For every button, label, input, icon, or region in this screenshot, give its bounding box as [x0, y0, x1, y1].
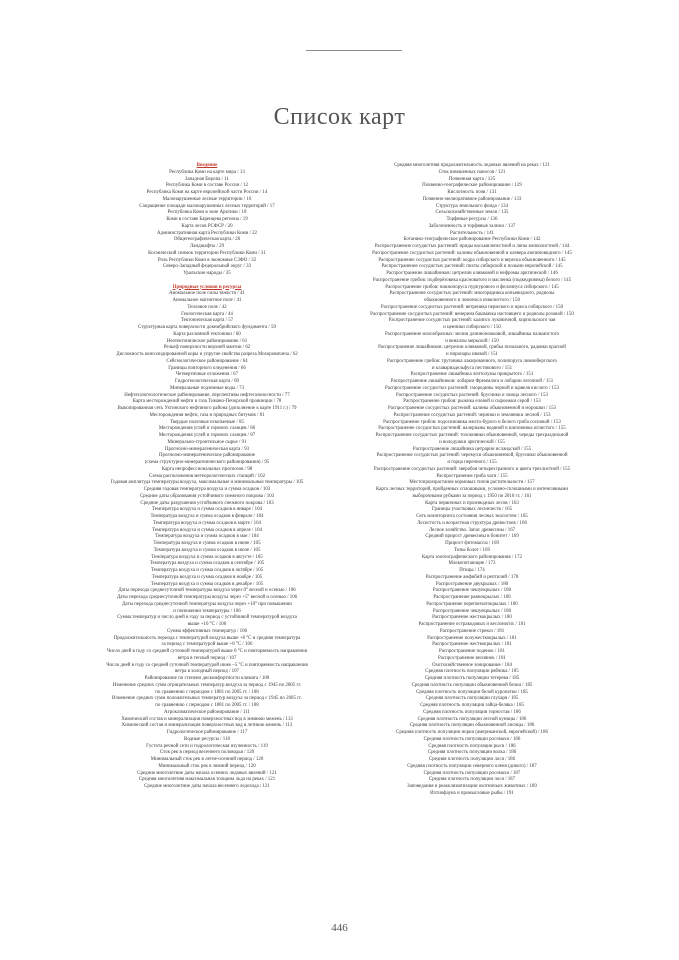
toc-entry: и клавариадельфуса пестикового / 151 [431, 365, 513, 371]
toc-entry: Средняя плотность популяции росомахи / 186 [423, 736, 521, 742]
toc-entry: Месторождения нефти, газа и природных битумов / 81 [149, 412, 265, 418]
toc-entry: Химический состав и минерализация поверхностных вод в зимнюю межень / 113 [121, 716, 293, 722]
toc-entry: Местопроизрастание кормовых типов растительности / 157 [409, 480, 535, 486]
toc-entry: Лесное хозяйство. Запас древесины / 167 [428, 527, 516, 533]
toc-entry: Аномальное поле силы тяжести / 41 [169, 291, 245, 297]
toc-entry: и понижении температуры / 106 [173, 608, 241, 614]
toc-entry: Распространение сосудистых растений: брусники и хвоща лесного / 153 [396, 392, 548, 398]
toc-entry: Распространение сосудистых растений: черемухи обыкновенной, брусники обыкновенной [376, 453, 568, 459]
toc-entry: Тектоническая карта / 57 [180, 318, 234, 324]
toc-entry: Число дней в году со средней суточной температурой выше 0 °С и повторяемость направления [107, 649, 307, 654]
toc-entry: Минерально-строительное сырье / 91 [167, 439, 247, 445]
toc-entry: Административная карта Республики Коми / 22 [156, 230, 258, 236]
toc-entry: Рельеф поверхности верхней мантии / 62 [163, 345, 251, 351]
toc-entry: Средние многолетние даты начала осенних ледовых явлений / 121 [137, 770, 277, 776]
toc-entry: Геологическая карта / 44 [181, 311, 233, 317]
toc-entry: Распространение сосудистых растений: пихты сибирской и полыни европейской / 145 [381, 264, 563, 270]
toc-entry: Даты перехода среднесуточной температуры воздуха через +10° при повышении [122, 601, 292, 607]
toc-entry: Уральские народы / 35 [183, 271, 231, 276]
toc-entry: Северо-Западный федеральный округ / 33 [162, 264, 252, 270]
toc-entry: Распространение сосудистых растений: ветреника пермского и ириса сибирского / 150 [380, 304, 564, 310]
toc-entry: Структура земельного фонда / 134 [435, 203, 509, 209]
toc-entry: Распространение веснянок / 181 [438, 655, 506, 661]
toc-entry: Минеральные подземные воды / 73 [169, 385, 245, 391]
toc-entry: по сравнению с периодом с 1881 по 2005 гг. / 108 [155, 689, 259, 695]
toc-entry: Распространение жесткокрылых / 181 [432, 642, 512, 648]
toc-entry: за период с температурой выше +8 °С / 106 [161, 642, 253, 648]
toc-entry: Температура воздуха и сумма осадков в июле / 105 [153, 547, 261, 553]
toc-entry: Распространение сосудистых растений: зверобоя четырехгранного и цвета трехлистной / 155 [373, 466, 571, 472]
toc-entry: Сток рек в период весеннего половодья / 120 [159, 750, 255, 756]
toc-entry: Продолжительность периода с температурой воздуха выше +8 °С и средняя температура [113, 635, 301, 641]
toc-entry: Средняя плотность популяции северного оленя (дикого) / 187 [407, 763, 537, 769]
toc-entry: Охотхозяйственное зонирование / 184 [432, 662, 512, 668]
toc-entry: Космический снимок территории Республики Коми / 31 [148, 250, 266, 256]
toc-entry: Температура воздуха и сумма осадков в феврале / 104 [150, 514, 264, 519]
toc-entry: (схема структурно-минерагенического районирования) / 95 [144, 460, 270, 465]
toc-entry: Дислокность консолидированной коры и упругие свойства разреза Мохоровичича / 62 [116, 352, 298, 357]
toc-entry: Распространение остракодовых и веслоногих / 181 [418, 622, 526, 627]
toc-entry: Распространение перепончатокрылых / 180 [426, 601, 518, 607]
toc-entry: Распространение сосудистых растений: черники и земляники лесной / 153 [393, 412, 551, 418]
toc-entry: Средняя годовая температура воздуха и сумма осадков / 103 [143, 487, 271, 492]
toc-entry: Температура воздуха и сумма осадков в декабре / 105 [150, 581, 264, 587]
toc-entry: Средняя плотность популяции волка / 186 [427, 750, 517, 756]
toc-entry: Распространение сосудистых растений: венерина башмачка настоящего и родиолы розовой / 150 [370, 311, 574, 317]
toc-entry: Почвенно-географическое районирование / 129 [422, 183, 522, 189]
toc-entry: и володушки арктической / 155 [439, 439, 505, 445]
toc-entry: Сокращение площади малонарушенных лесных территорий / 17 [139, 203, 275, 209]
toc-entry: Распространение полужесткокрылых / 181 [427, 635, 517, 641]
toc-entry: Температура воздуха и сумма осадков в апреле / 104 [151, 527, 263, 533]
toc-entry: Минимальный сток рек в летне-осенний период / 120 [150, 757, 264, 762]
toc-entry: Средняя плотность популяции лося / 187 [428, 777, 516, 783]
toc-entry: выше +10 °С / 106 [187, 622, 227, 627]
toc-entry: Температура воздуха и сумма осадков в августе / 105 [151, 554, 263, 560]
toc-entry: Средняя многолетняя максимальная толщина льда на реках / 121 [138, 777, 276, 783]
toc-entry: Число дней в году со средней суточной температурой ниже –5 °С и повторяемость направления [106, 662, 308, 668]
toc-entry: Химический состав и минерализация поверхностных вод в летнюю межень / 113 [121, 723, 293, 729]
toc-entry: Типы болот / 169 [454, 547, 490, 553]
toc-entry: Распространение сосудистых растений: толокнянки обыкновенной, череды трехраздельной [375, 433, 569, 438]
toc-entry: Распространение гриба чаги / 155 [436, 473, 508, 479]
toc-entry: Средняя плотность популяции лося / 186 [428, 757, 516, 762]
toc-entry: Сток взвешенных наносов / 121 [438, 169, 506, 175]
toc-entry: Кислотность почв / 131 [447, 190, 497, 195]
toc-entry: Распространение сосудистых растений: калипсо луковичной, кирпольского чая [388, 318, 556, 324]
decorative-top-rule [306, 50, 402, 51]
toc-entry: по сравнению с периодом с 1881 по 2005 гг. / 108 [155, 703, 259, 708]
toc-entry: Распространение сосудистых растений: ириды восьмилепестной и липы мелколистной / 144 [374, 244, 570, 249]
toc-entry: Карта месторождений нефти и газа Тимано-Печорской провинции / 78 [132, 399, 282, 405]
toc-entry: Распространение чешуекрылых / 180 [432, 608, 512, 614]
toc-entry: Заболоченность и торфяные залежи / 137 [428, 223, 516, 229]
toc-entry: и горца перечного / 155 [447, 460, 497, 465]
toc-entry: Республика Коми в составе России / 12 [165, 183, 249, 189]
toc-entry: Республика Коми в зоне Арктики / 18 [167, 210, 247, 216]
toc-entry: Распространение грибов: подберёзовика красноватого и масленка (подкедровика) белого / 145 [372, 277, 572, 283]
toc-entry: Почвенная карта / 125 [448, 176, 496, 182]
toc-entry: Водные ресурсы / 118 [184, 736, 230, 742]
toc-entry: Температура воздуха и сумма осадков в июне / 105 [153, 541, 261, 546]
toc-entry: Тепловое поле / 42 [187, 304, 227, 310]
toc-entry: Ихтиофауна и промысловые рыбы / 191 [430, 790, 514, 796]
toc-entry: Малонарушенные лесные территории / 16 [162, 196, 252, 202]
toc-entry: Карта зоогеографического районирования / 172 [422, 554, 522, 560]
toc-entry: Агроклиматическое районирование / 111 [164, 709, 250, 715]
toc-entry: Средняя плотность популяции тетерева / 185 [424, 676, 520, 681]
toc-entry: ветра в теплый период / 107 [177, 655, 237, 661]
toc-entry: Годовая амплитуда температуры воздуха, максимальные и минимальные температуры / 105 [110, 480, 304, 486]
toc-entry: Млекопитающие / 173 [448, 561, 496, 567]
toc-entry: Распространение лишайника цетрарии исландской / 155 [412, 446, 532, 452]
toc-entry: обыкновенного и ломоноса извилистого / 150 [424, 298, 520, 303]
toc-entry: Распространение грибов: трутовика лакированного, полипоруса лимонбергского [386, 358, 558, 364]
section-heading: Природные условия и ресурсы [172, 284, 242, 290]
toc-entry: Структурная карта поверхности докембрийского фундамента / 59 [138, 325, 276, 330]
toc-entry: Сельскохозяйственные земли / 135 [435, 210, 509, 216]
toc-entry: Месторождения углей и горючих сланцев / 87 [158, 433, 256, 438]
toc-entry: Средняя плотность популяции зайца-беляка / 185 [420, 703, 524, 708]
toc-entry: Карта непрофессиональных прогнозов / 98 [161, 466, 253, 472]
toc-entry: Карта лесов РСФСР / 20 [181, 223, 233, 229]
toc-entry: Распространение стрекоз / 181 [439, 628, 505, 634]
toc-entry: Средняя плотность популяции глухаря / 185 [425, 696, 519, 702]
toc-entry: Даты перехода среднесуточной температуры воздуха через +5° весной и осенью / 106 [116, 595, 298, 600]
toc-entry: ветра в холодный период / 107 [174, 669, 240, 675]
toc-entry: Средняя плотность популяции лесной куницы / 186 [417, 716, 527, 722]
toc-entry: Средние даты образования устойчивого снежного покрова / 103 [139, 493, 275, 499]
toc-entry: Районирование по степени дискомфортности климата / 108 [144, 676, 270, 681]
toc-entry: и ценники сибирского / 150 [443, 325, 501, 330]
toc-entry: Средние даты разрушения устойчивого снежного покрова / 103 [140, 500, 274, 506]
toc-entry: Распространение поденок / 181 [439, 649, 505, 654]
toc-entry: Распространение мохообразных: мелии длинноножковой, лишайника пальмистого [384, 331, 560, 337]
toc-entry: Средняя плотность популяции рябчика / 185 [425, 669, 519, 675]
toc-entry: Температура воздуха и сумма осадков в январе / 104 [151, 507, 263, 513]
page-title: Список карт [273, 104, 406, 130]
toc-entry: Коми в составе Баренцева региона / 19 [166, 217, 248, 222]
toc-entry: Распространение грибов: пикнопоруса пурпурового и феллинуса сибирского / 145 [385, 284, 559, 290]
toc-entry: Распространение сосудистых растений: калины обыкновенной и морошки / 153 [387, 406, 557, 411]
toc-entry: Сумма температур и число дней в году за период с устойчивой температурой воздуха [117, 615, 297, 621]
toc-entry: Распространение чешуекрылых / 180 [432, 588, 512, 594]
toc-entry: Птицы / 174 [459, 568, 485, 573]
toc-entry: Прирост фитомассы / 169 [445, 541, 499, 546]
toc-entry: Гидрологическое районирование / 117 [166, 730, 248, 735]
toc-entry: Распространение грибов: рыжика еловой и сыроежки серой / 153 [403, 399, 541, 405]
toc-entry: Схема расположения метеорологических станций / 102 [148, 473, 266, 479]
toc-entry: Почвенно-мелиоративное районирование / 133 [422, 196, 522, 202]
toc-entry: Температура воздуха и сумма осадков в ноябре / 105 [151, 574, 263, 580]
toc-entry: Распространение грибов: подосиновика желто-бурого и белого гриба сосновой / 153 [383, 419, 561, 425]
toc-entry: и веналлы меркской / 150 [445, 338, 499, 344]
toc-entry: Ландшафты / 29 [189, 244, 225, 249]
toc-entry: Аномальное магнитное поле / 41 [172, 298, 242, 303]
toc-entry: Выкопированная сеть Ухтинского нефтяного района (дополнение к карте 1911 г.) / 79 [117, 406, 297, 411]
toc-entry: Распространение лишайника лептолумы прикрытого / 151 [410, 372, 534, 378]
toc-entry: Густота речной сети и гидрологическая изученность / 119 [146, 743, 268, 749]
toc-entry: Средняя плотность популяции норки (американской, европейской) / 186 [396, 730, 548, 735]
toc-entry: Карта разломной тектоники / 60 [173, 331, 241, 337]
toc-entry: Распространение лишайников: цетрелии оливковой, грибка пизального, радовки красной [378, 345, 566, 351]
toc-entry: Распространение сосудистых растений: кедра сибирского и вереска обыкновенного / 145 [378, 257, 566, 263]
toc-entry: Роль Республики Коми в экономике СЗФО / 32 [157, 257, 257, 263]
toc-entry: Температура воздуха и сумма осадков в сентябре / 105 [149, 561, 265, 567]
toc-entry: Республика Коми на карте мира / 13 [169, 169, 245, 175]
toc-entry: Карта лесных территорий, пройденных сплошными, условно-сплошными и интенсивными [375, 487, 569, 492]
toc-entry: Общегеографическая карта / 26 [173, 237, 241, 243]
toc-column-right [344, 163, 600, 798]
toc-entry: Средняя многолетняя продолжительность ледовых явлений на реках / 121 [394, 163, 550, 168]
toc-entry: Средний прирост древесины в бонитет / 169 [425, 534, 519, 540]
toc-entry: Прогнозно-минерагеническая карта / 93 [164, 446, 250, 452]
toc-entry: Средняя плотность популяции обыкновенной белки / 185 [411, 682, 533, 688]
toc-entry: Лесистость и возрастная структура древостоев / 166 [417, 520, 527, 526]
toc-entry: Температура воздуха и сумма осадков в мае / 104 [155, 534, 259, 540]
toc-entry: Твердые полезные ископаемые / 85 [170, 419, 244, 425]
toc-entry: Распространение сосудистых растений: многорядника копьевидного, родиолы [389, 291, 555, 297]
toc-entry: Даты перехода среднесуточной температуры воздуха через 0° весной и осенью / 106 [118, 588, 296, 594]
toc-column-left [82, 163, 332, 791]
toc-entry: Распространение равнокрылых / 180 [433, 595, 511, 600]
toc-entry: Заповедания и реакклиматизации охотничьих животных / 189 [407, 784, 537, 789]
toc-entry: Границы участковых лесничеств / 165 [431, 507, 513, 513]
section-heading: Введение [196, 163, 218, 168]
toc-entry: Средняя плотность популяции обыкновенной лисицы / 186 [409, 723, 535, 729]
toc-entry: Гидрогеологическая карта / 69 [174, 379, 240, 384]
toc-entry: Ботанико-географическое районирование Республики Коми / 142 [403, 237, 541, 243]
toc-entry: Распространение лишайников: лобарии Фреммлата и лобарии легочной / 151 [390, 379, 554, 384]
toc-entry: Границы повторного оледенения / 66 [168, 365, 246, 371]
toc-entry: Распространение двукрылых / 180 [435, 581, 509, 587]
toc-entry: Распространение амфибий и рептилий / 178 [425, 574, 519, 580]
toc-entry: Карта первичных и производных лесов / 163 [425, 500, 519, 506]
toc-entry: Нефтегазогеологическое районирование, перспективы нефтегазоносности / 77 [124, 392, 290, 398]
toc-entry: Западная Европа / 11 [185, 176, 229, 182]
toc-entry: Распространение сосудистых растений: смородины черной и щавеля кислого / 153 [385, 385, 559, 391]
toc-entry: Четвертичные отложения / 67 [175, 372, 239, 378]
toc-entry: Распространение лишайников: цетрелии оливковой и нефромы арктической / 146 [386, 271, 558, 276]
toc-entry: Распространение сосудистых растений: валерианы водяной и шиповника иглистого / 155 [378, 426, 566, 432]
toc-entry: Средняя плотность популяции белой куропатки / 185 [416, 689, 528, 695]
toc-entry: Температура воздуха и сумма осадков в октябре / 105 [150, 568, 264, 573]
toc-entry: Растительность / 141 [449, 230, 495, 236]
page-number: 446 [331, 922, 348, 934]
section-spacer [82, 278, 332, 285]
toc-entry: Торфяные ресурсы / 136 [446, 217, 498, 222]
toc-entry: Изменение средних сумм отрицательных температур воздуха за период с 1945 по 2005 гг. [112, 682, 302, 688]
toc-entry: Изменение средних сумм положительных температур воздуха за период с 1945 по 2005 гг. [112, 696, 302, 702]
toc-entry: Средняя плотность популяции горностая / 186 [423, 709, 521, 715]
toc-entry: Сеть мониторинга состояния лесных экосистем / 165 [416, 514, 528, 519]
toc-entry: Неотектоническое районирование / 61 [166, 338, 248, 344]
toc-entry: Сумма эффективных температур / 106 [166, 628, 248, 634]
toc-entry: Сейсмологическое районирование / 64 [166, 358, 248, 364]
toc-entry: Распространение жесткокрылых / 180 [432, 615, 512, 621]
toc-entry: Республика Коми на карте европейской части России / 14 [146, 190, 268, 195]
toc-entry: Месторождения углей и горючих сланцев / 86 [158, 426, 256, 432]
toc-entry: Распространение сосудистых растений: калины обыкновенной и клевера люпиновидного / 145 [372, 250, 572, 256]
toc-entry: Средняя плотность популяции рыси / 186 [428, 743, 516, 749]
toc-entry: Температура воздуха и сумма осадков в марте / 104 [152, 520, 262, 526]
toc-entry: выборочными рубками за период с 1950 по 2010 гг. / 161 [412, 493, 532, 499]
toc-entry: Средняя плотность популяции росомахи / 187 [423, 770, 521, 776]
toc-entry: Минимальный сток рек в зимний период / 120 [158, 763, 256, 769]
toc-entry: Прогнозно-минерагеническое районирование [158, 453, 256, 459]
toc-entry: Средние многолетние даты начала весеннего ледохода / 121 [144, 784, 270, 789]
toc-entry: и пиронары ивовой / 151 [445, 352, 499, 357]
